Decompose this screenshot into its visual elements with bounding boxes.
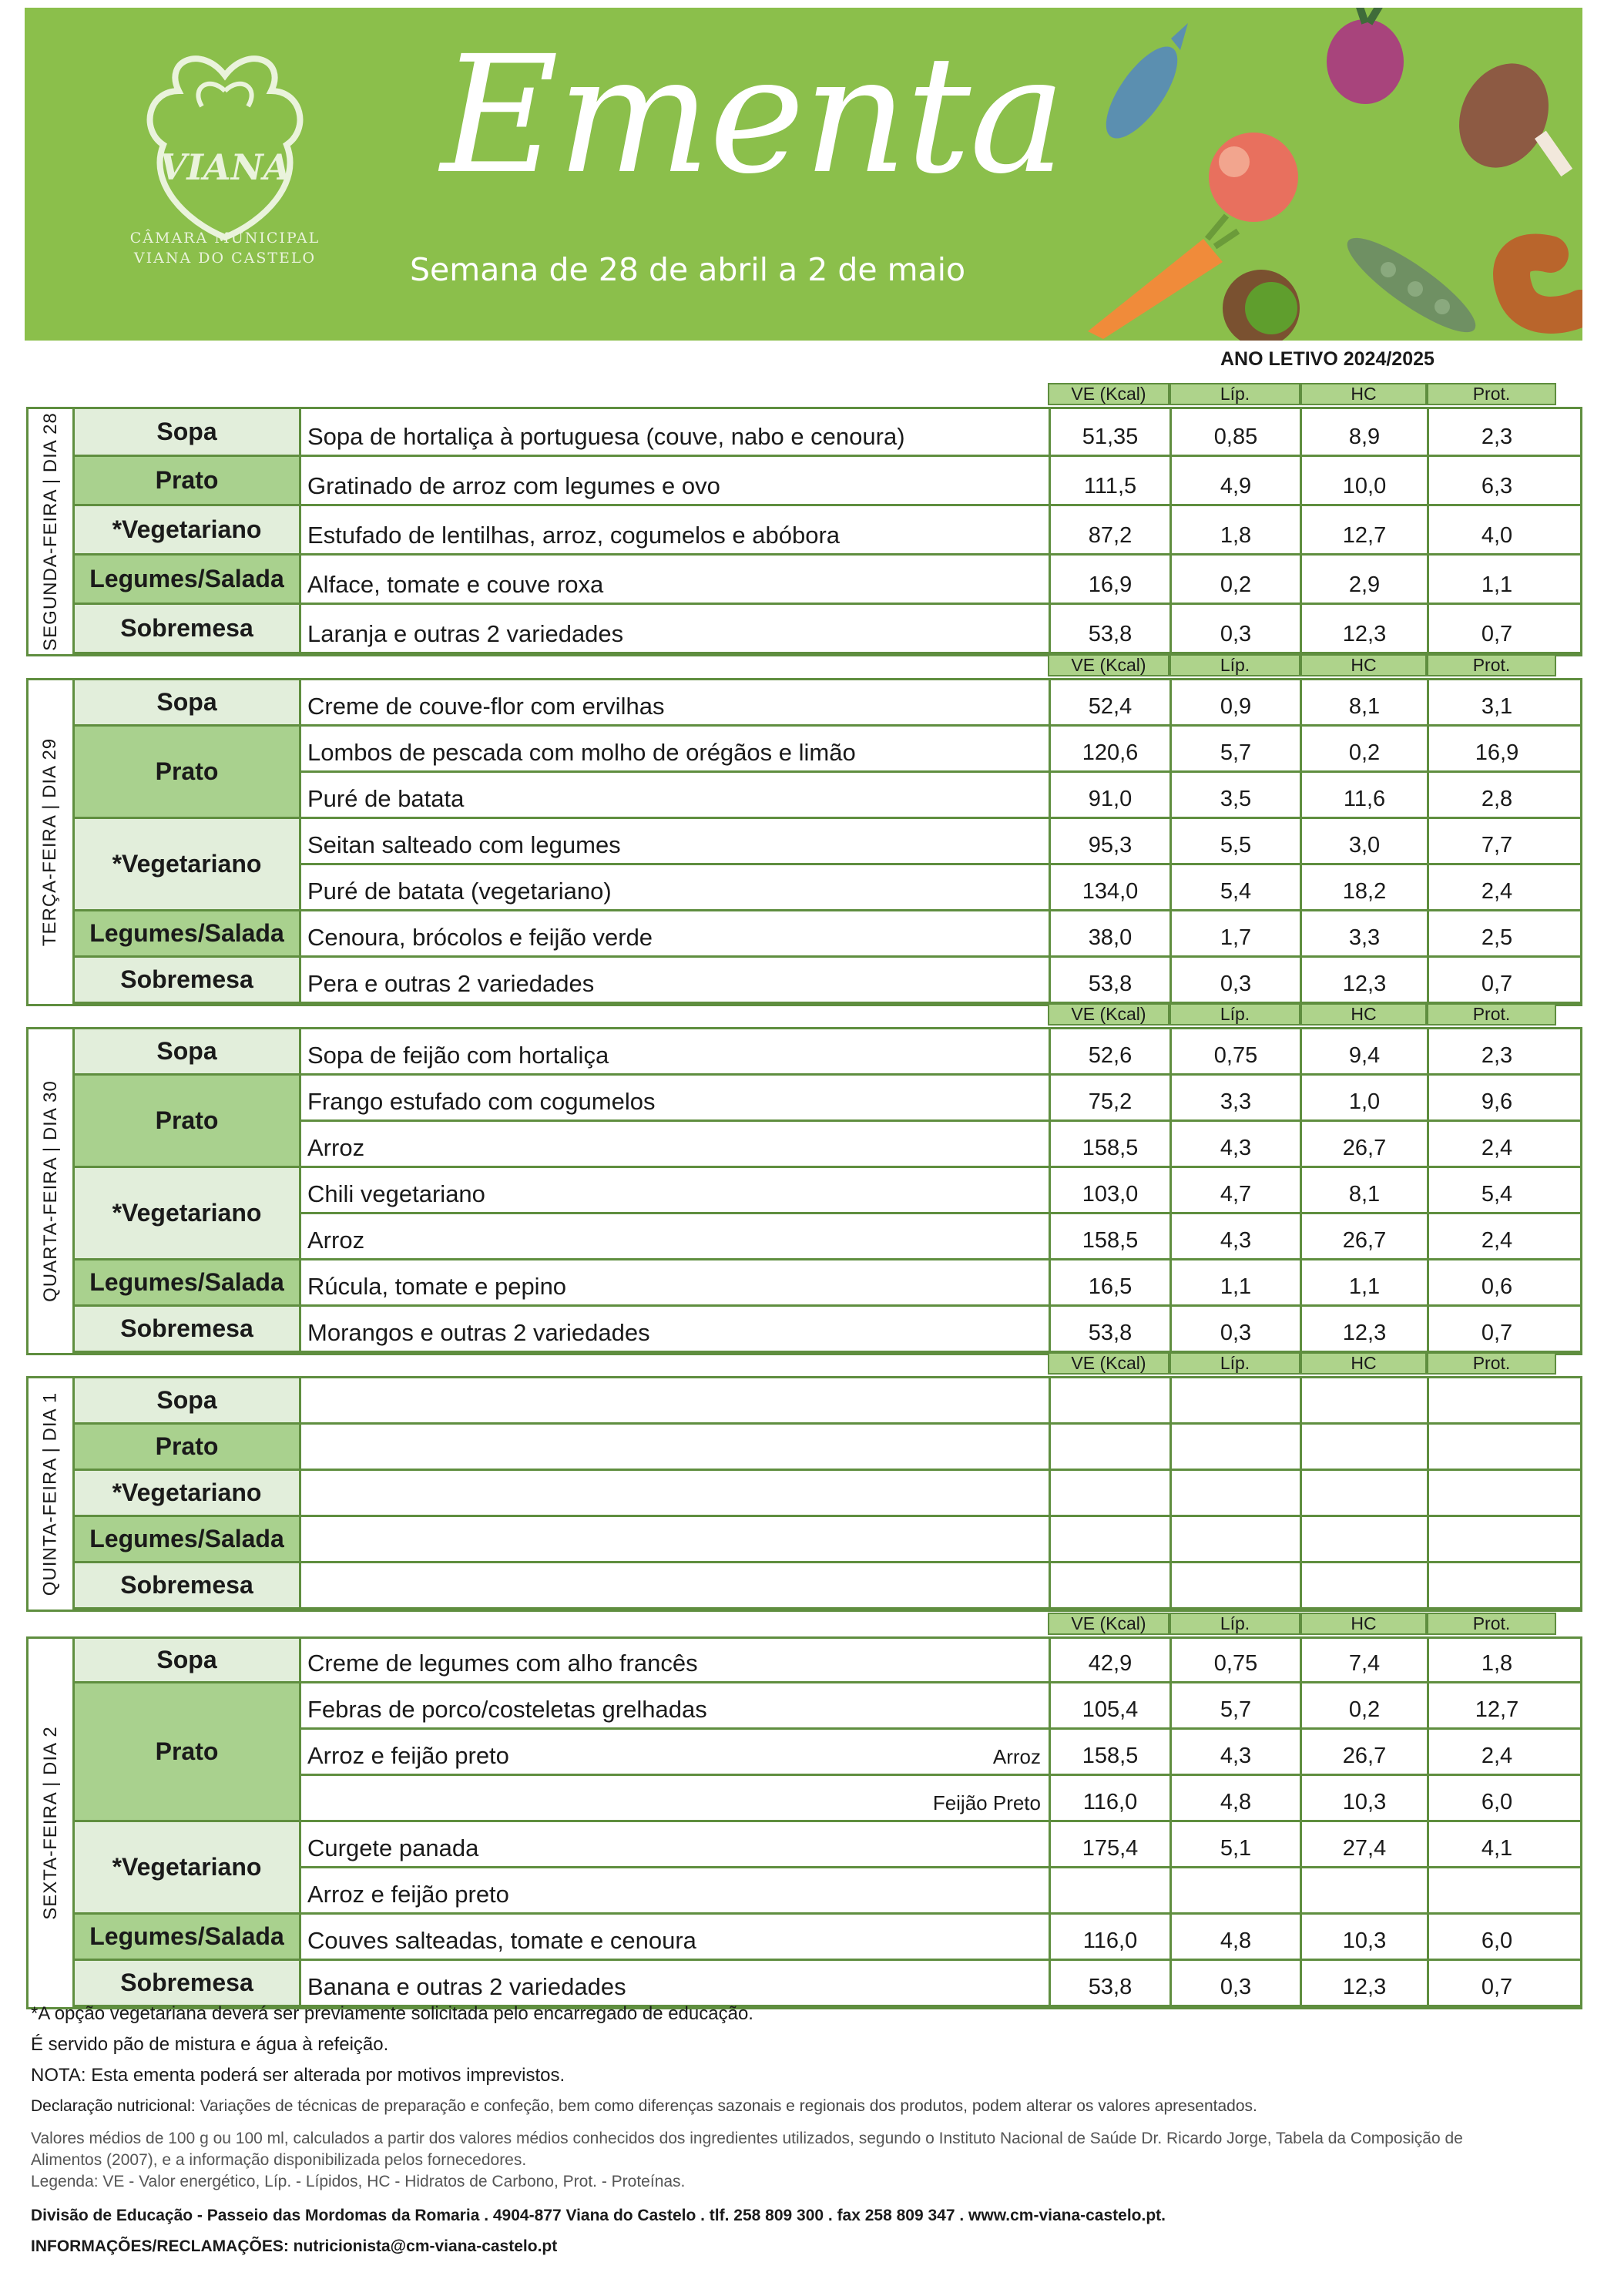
row-divider [301, 1866, 1580, 1868]
dish-name: Sopa de hortaliça à portuguesa (couve, nabo e cenoura) [307, 423, 905, 450]
nutrition-value: 2,9 [1348, 572, 1381, 597]
dish-sub-label: Feijão Preto [932, 1791, 1041, 1814]
category-cell: Prato [75, 457, 301, 506]
row-divider [301, 553, 1580, 556]
nutrition-value: 7,4 [1348, 1651, 1381, 1676]
column-divider [1427, 1378, 1429, 1610]
nutrition-value: 12,7 [1475, 1697, 1519, 1722]
week-subtitle: Semana de 28 de abril a 2 de maio [410, 251, 966, 288]
nutrition-value: 134,0 [1082, 879, 1139, 904]
nutrition-value: 1,1 [1220, 1274, 1252, 1299]
dish-name: Creme de legumes com alho francês [307, 1650, 698, 1677]
note-values-2: Alimentos (2007), e a informação disponibilizada pelos fornecedores. [31, 2151, 527, 2169]
row-divider [301, 863, 1580, 865]
nutrition-value: 8,1 [1348, 1182, 1381, 1207]
row-divider [301, 1912, 1580, 1915]
beet-icon [1327, 8, 1404, 104]
column-header: Líp. [1169, 1003, 1300, 1025]
nutrition-value: 4,8 [1220, 1928, 1252, 1953]
category-cell: Sopa [75, 1029, 301, 1076]
column-header: HC [1300, 1352, 1427, 1375]
dish-name: Febras de porco/costeletas grelhadas [307, 1696, 707, 1723]
day-label-text: SEXTA-FEIRA | DIA 2 [39, 1726, 61, 1920]
row-divider [301, 1820, 1580, 1822]
nutrition-value: 2,4 [1481, 1744, 1513, 1768]
nutrition-value: 2,8 [1481, 787, 1513, 811]
school-year: ANO LETIVO 2024/2025 [1220, 348, 1435, 370]
nutrition-value: 0,7 [1481, 972, 1513, 996]
nutrition-value: 116,0 [1082, 1790, 1138, 1814]
nutrition-value: 0,7 [1481, 622, 1513, 646]
header-banner [25, 8, 1582, 341]
nutrition-value: 4,3 [1220, 1136, 1252, 1160]
nutrition-value: 5,4 [1220, 879, 1252, 904]
dish-name: Seitan salteado com legumes [307, 831, 621, 858]
category-cell: Sobremesa [75, 1961, 301, 2007]
nutrition-value: 18,2 [1342, 879, 1387, 904]
dish-name: Curgete panada [307, 1834, 479, 1861]
nutrition-value: 158,5 [1082, 1136, 1139, 1160]
nutrition-value: 10,3 [1342, 1928, 1387, 1953]
note-info: INFORMAÇÕES/RECLAMAÇÕES: nutricionista@cm-viana-castelo.pt [31, 2237, 558, 2255]
nutrition-value: 12,3 [1342, 1975, 1387, 1999]
row-divider [301, 1258, 1580, 1260]
nutrition-value: 91,0 [1088, 787, 1133, 811]
nutrition-value: 2,3 [1481, 425, 1513, 449]
category-cell: Sobremesa [75, 958, 301, 1004]
nutrition-value: 12,3 [1342, 972, 1387, 996]
nutrition-value: 1,8 [1481, 1651, 1513, 1676]
category-cell: *Vegetariano [75, 1471, 301, 1517]
category-cell: *Vegetariano [75, 819, 301, 911]
nutrition-value: 6,0 [1481, 1790, 1513, 1814]
row-divider [301, 1561, 1580, 1563]
category-cell: Sobremesa [75, 1563, 301, 1610]
nutrition-value: 87,2 [1088, 523, 1133, 548]
nutrition-value: 75,2 [1088, 1089, 1133, 1114]
nutrition-value: 12,3 [1342, 1321, 1387, 1345]
column-header: HC [1300, 383, 1427, 405]
nutrition-value: 0,75 [1213, 1043, 1258, 1068]
nutrition-value: 0,9 [1220, 694, 1252, 719]
day-label [29, 680, 75, 1004]
nutrition-value: 3,1 [1481, 694, 1513, 719]
org-name-line1: CÂMARA MUNICIPAL [129, 230, 320, 247]
category-cell: Legumes/Salada [75, 1260, 301, 1307]
nutrition-value: 5,7 [1220, 740, 1252, 765]
category-cell: *Vegetariano [75, 506, 301, 556]
day-label-text: TERÇA-FEIRA | DIA 29 [39, 737, 61, 947]
page-title: Ementa [441, 21, 1065, 210]
column-divider [1049, 1378, 1051, 1610]
nutrition-value: 1,0 [1348, 1089, 1381, 1114]
nutrition-value: 52,6 [1088, 1043, 1133, 1068]
row-divider [301, 1681, 1580, 1683]
nutrition-value: 12,3 [1342, 622, 1387, 646]
column-header: VE (Kcal) [1048, 1003, 1169, 1025]
note-division: Divisão de Educação - Passeio das Mordomas da Romaria . 4904-877 Viana do Castelo . tlf. 258 809 300 . fax 258 809 347 . www.cm-viana-castelo.pt. [31, 2207, 1166, 2224]
day-block [26, 678, 1582, 1006]
nutrition-value: 120,6 [1082, 740, 1139, 765]
dish-name: Pera e outras 2 variedades [307, 970, 595, 997]
nutrition-value: 42,9 [1088, 1651, 1133, 1676]
dish-name: Gratinado de arroz com legumes e ovo [307, 472, 720, 499]
nutrition-value: 38,0 [1088, 925, 1133, 950]
column-header: Prot. [1427, 654, 1556, 676]
nutrition-value: 4,8 [1220, 1790, 1252, 1814]
column-header: HC [1300, 1613, 1427, 1635]
row-divider [301, 909, 1580, 911]
day-label [29, 1029, 75, 1353]
column-header: HC [1300, 1003, 1427, 1025]
row-divider [301, 1727, 1580, 1730]
dish-name: Laranja e outras 2 variedades [307, 620, 624, 647]
row-divider [301, 1119, 1580, 1122]
nutrition-value: 2,4 [1481, 879, 1513, 904]
column-header: VE (Kcal) [1048, 654, 1169, 676]
nutrition-value: 0,85 [1213, 425, 1258, 449]
day-label [29, 409, 75, 654]
nutrition-value: 2,4 [1481, 1228, 1513, 1253]
category-cell: Sopa [75, 409, 301, 457]
nutrition-value: 5,5 [1220, 833, 1252, 858]
nutrition-value: 16,9 [1088, 572, 1133, 597]
nutrition-value: 16,9 [1475, 740, 1519, 765]
nutrition-value: 0,3 [1220, 1321, 1252, 1345]
row-divider [301, 1212, 1580, 1214]
nutrition-value: 0,7 [1481, 1975, 1513, 1999]
nutrition-value: 5,1 [1220, 1836, 1252, 1861]
nutrition-value: 2,4 [1481, 1136, 1513, 1160]
category-cell: Sopa [75, 680, 301, 727]
nutrition-value: 53,8 [1088, 972, 1133, 996]
row-divider [301, 1959, 1580, 1961]
nutrition-value: 4,3 [1220, 1228, 1252, 1253]
row-divider [301, 724, 1580, 727]
nutrition-value: 0,7 [1481, 1321, 1513, 1345]
nutrition-value: 0,3 [1220, 1975, 1252, 1999]
nutrition-value: 53,8 [1088, 622, 1133, 646]
nutrition-value: 0,2 [1348, 740, 1381, 765]
nutrition-value: 9,6 [1481, 1089, 1513, 1114]
dish-name: Creme de couve-flor com ervilhas [307, 693, 665, 720]
nutrition-value: 6,3 [1481, 474, 1513, 498]
declaration-label: Declaração nutricional: [31, 2097, 196, 2115]
column-header: Prot. [1427, 1613, 1556, 1635]
nutrition-value: 26,7 [1342, 1744, 1387, 1768]
apple-icon [1209, 133, 1298, 222]
category-cell: Legumes/Salada [75, 911, 301, 958]
nutrition-value: 175,4 [1082, 1836, 1139, 1861]
row-divider [301, 1166, 1580, 1168]
nutrition-value: 10,0 [1342, 474, 1387, 498]
column-header: VE (Kcal) [1048, 1352, 1169, 1375]
day-block [26, 1027, 1582, 1355]
nutrition-value: 16,5 [1088, 1274, 1133, 1299]
row-divider [301, 1515, 1580, 1517]
nutrition-value: 8,9 [1348, 425, 1381, 449]
nutrition-value: 158,5 [1082, 1228, 1139, 1253]
carrot-icon [1088, 216, 1238, 339]
category-cell: Prato [75, 727, 301, 819]
column-header: Líp. [1169, 654, 1300, 676]
nutrition-value: 0,75 [1213, 1651, 1258, 1676]
day-block [26, 1376, 1582, 1612]
dish-name: Couves salteadas, tomate e cenoura [307, 1927, 696, 1954]
category-cell: Legumes/Salada [75, 1915, 301, 1961]
day-label [29, 1378, 75, 1610]
nutrition-value: 4,9 [1220, 474, 1252, 498]
nutrition-value: 5,7 [1220, 1697, 1252, 1722]
nutrition-value: 51,35 [1082, 425, 1139, 449]
dish-name: Chili vegetariano [307, 1180, 485, 1207]
nutrition-value: 3,0 [1348, 833, 1381, 858]
org-name-line2: VIANA DO CASTELO [133, 250, 317, 267]
row-divider [301, 1422, 1580, 1425]
nutrition-value: 53,8 [1088, 1975, 1133, 1999]
nutrition-value: 26,7 [1342, 1228, 1387, 1253]
nutrition-value: 95,3 [1088, 833, 1133, 858]
column-header: HC [1300, 654, 1427, 676]
column-header: VE (Kcal) [1048, 1613, 1169, 1635]
nutrition-value: 0,3 [1220, 622, 1252, 646]
category-cell: *Vegetariano [75, 1168, 301, 1260]
nutrition-value: 1,7 [1220, 925, 1252, 950]
dish-name: Puré de batata (vegetariano) [307, 878, 612, 905]
nutrition-value: 4,0 [1481, 523, 1513, 548]
nutrition-value: 0,6 [1481, 1274, 1513, 1299]
dish-name: Estufado de lentilhas, arroz, cogumelos e abóbora [307, 522, 841, 549]
note-bread: É servido pão de mistura e água à refeição. [31, 2034, 389, 2055]
column-header: Prot. [1427, 383, 1556, 405]
category-cell: Prato [75, 1076, 301, 1168]
nutrition-value: 5,4 [1481, 1182, 1513, 1207]
nutrition-value: 7,7 [1481, 833, 1513, 858]
nutrition-value: 8,1 [1348, 694, 1381, 719]
dish-name: Arroz [307, 1227, 365, 1254]
nutrition-value: 53,8 [1088, 1321, 1133, 1345]
column-header: Líp. [1169, 1613, 1300, 1635]
nutrition-value: 12,7 [1342, 523, 1387, 548]
dish-name: Cenoura, brócolos e feijão verde [307, 924, 653, 951]
nutrition-value: 26,7 [1342, 1136, 1387, 1160]
day-label [29, 1639, 75, 2007]
note-changes: NOTA: Esta ementa poderá ser alterada por motivos imprevistos. [31, 2065, 565, 2086]
column-header: Prot. [1427, 1352, 1556, 1375]
dish-name: Sopa de feijão com hortaliça [307, 1042, 609, 1069]
peapod-icon [1337, 224, 1486, 341]
dish-name: Puré de batata [307, 785, 465, 812]
row-divider [301, 1304, 1580, 1307]
dish-name: Alface, tomate e couve roxa [307, 571, 604, 598]
category-cell: Legumes/Salada [75, 1517, 301, 1563]
column-header: Líp. [1169, 383, 1300, 405]
nutrition-value: 3,5 [1220, 787, 1252, 811]
note-legend: Legenda: VE - Valor energético, Líp. - Lípidos, HC - Hidratos de Carbono, Prot. - Proteínas. [31, 2173, 686, 2190]
nutrition-value: 116,0 [1082, 1928, 1138, 1953]
row-divider [301, 1073, 1580, 1076]
declaration-text: Variações de técnicas de preparação e confeção, bem como diferenças sazonais e regionais dos produtos, podem alterar os valores apresentados. [200, 2097, 1257, 2115]
day-block [26, 1636, 1582, 2009]
nutrition-value: 3,3 [1220, 1089, 1252, 1114]
row-divider [301, 1469, 1580, 1471]
column-header: VE (Kcal) [1048, 383, 1169, 405]
day-label-text: SEGUNDA-FEIRA | DIA 28 [39, 412, 61, 651]
day-label-text: QUARTA-FEIRA | DIA 30 [39, 1080, 61, 1302]
column-divider [1300, 1378, 1302, 1610]
day-label-text: QUINTA-FEIRA | DIA 1 [39, 1391, 61, 1596]
dish-sub-label: Arroz [992, 1745, 1041, 1768]
note-vegetarian: *A opção vegetariana deverá ser previamente solicitada pelo encarregado de educação. [31, 2003, 753, 2024]
category-cell: Prato [75, 1425, 301, 1471]
note-values-1: Valores médios de 100 g ou 100 ml, calculados a partir dos valores médios conhecidos dos ingredientes utilizados, segundo o Instituto Nacional de Saúde Dr. Ricardo Jorge, Tabela da Composição de [31, 2130, 1463, 2147]
nutrition-value: 4,3 [1220, 1744, 1252, 1768]
row-divider [301, 603, 1580, 605]
nutrition-value: 2,3 [1481, 1043, 1513, 1068]
dish-name: Frango estufado com cogumelos [307, 1088, 656, 1115]
nutrition-value: 3,3 [1348, 925, 1381, 950]
fish-icon [1093, 23, 1190, 149]
nutrition-value: 1,1 [1348, 1274, 1381, 1299]
nutrition-value: 9,4 [1348, 1043, 1381, 1068]
dish-name: Banana e outras 2 variedades [307, 1973, 626, 2000]
nutrition-value: 2,5 [1481, 925, 1513, 950]
nutrition-value: 27,4 [1342, 1836, 1387, 1861]
nutrition-value: 158,5 [1082, 1744, 1139, 1768]
food-illustration [1072, 8, 1582, 341]
logo-text: VIANA [159, 146, 291, 188]
column-header: Prot. [1427, 1003, 1556, 1025]
nutrition-value: 52,4 [1088, 694, 1133, 719]
category-cell: Sopa [75, 1378, 301, 1425]
nutrition-value: 11,6 [1343, 787, 1386, 811]
row-divider [301, 770, 1580, 773]
nutrition-value: 1,1 [1481, 572, 1513, 597]
nutrition-value: 0,2 [1348, 1697, 1381, 1722]
nutrition-value: 4,7 [1220, 1182, 1252, 1207]
nutrition-value: 103,0 [1082, 1182, 1139, 1207]
nutrition-value: 4,1 [1481, 1836, 1513, 1861]
category-cell: Sobremesa [75, 1307, 301, 1353]
nutrition-value: 105,4 [1082, 1697, 1139, 1722]
sausage-icon [1512, 252, 1581, 314]
nutrition-value: 1,8 [1220, 523, 1252, 548]
category-cell: Prato [75, 1683, 301, 1822]
nutrition-value: 0,3 [1220, 972, 1252, 996]
dish-name: Arroz [307, 1134, 365, 1161]
column-divider [1169, 1378, 1172, 1610]
row-divider [301, 1607, 1580, 1610]
nutrition-value: 6,0 [1481, 1928, 1513, 1953]
note-declaration [31, 2097, 1257, 2116]
category-cell: Legumes/Salada [75, 556, 301, 605]
nutrition-value: 0,2 [1220, 572, 1252, 597]
dish-name: Morangos e outras 2 variedades [307, 1319, 650, 1346]
row-divider [301, 1774, 1580, 1776]
category-cell: Sopa [75, 1639, 301, 1683]
row-divider [301, 504, 1580, 506]
row-divider [301, 955, 1580, 958]
category-cell: *Vegetariano [75, 1822, 301, 1915]
dish-name: Arroz e feijão preto [307, 1742, 509, 1769]
municipality-logo [117, 45, 333, 276]
dish-name: Rúcula, tomate e pepino [307, 1273, 567, 1300]
dish-name: Lombos de pescada com molho de orégãos e limão [307, 739, 856, 766]
row-divider [301, 455, 1580, 457]
chicken-leg-icon [1443, 49, 1573, 182]
category-cell: Sobremesa [75, 605, 301, 654]
column-header: Líp. [1169, 1352, 1300, 1375]
row-divider [301, 817, 1580, 819]
day-block [26, 407, 1582, 656]
dish-name: Arroz e feijão preto [307, 1881, 509, 1908]
nutrition-value: 111,5 [1083, 474, 1137, 498]
nutrition-value: 10,3 [1342, 1790, 1387, 1814]
kiwi-icon [1223, 270, 1300, 341]
